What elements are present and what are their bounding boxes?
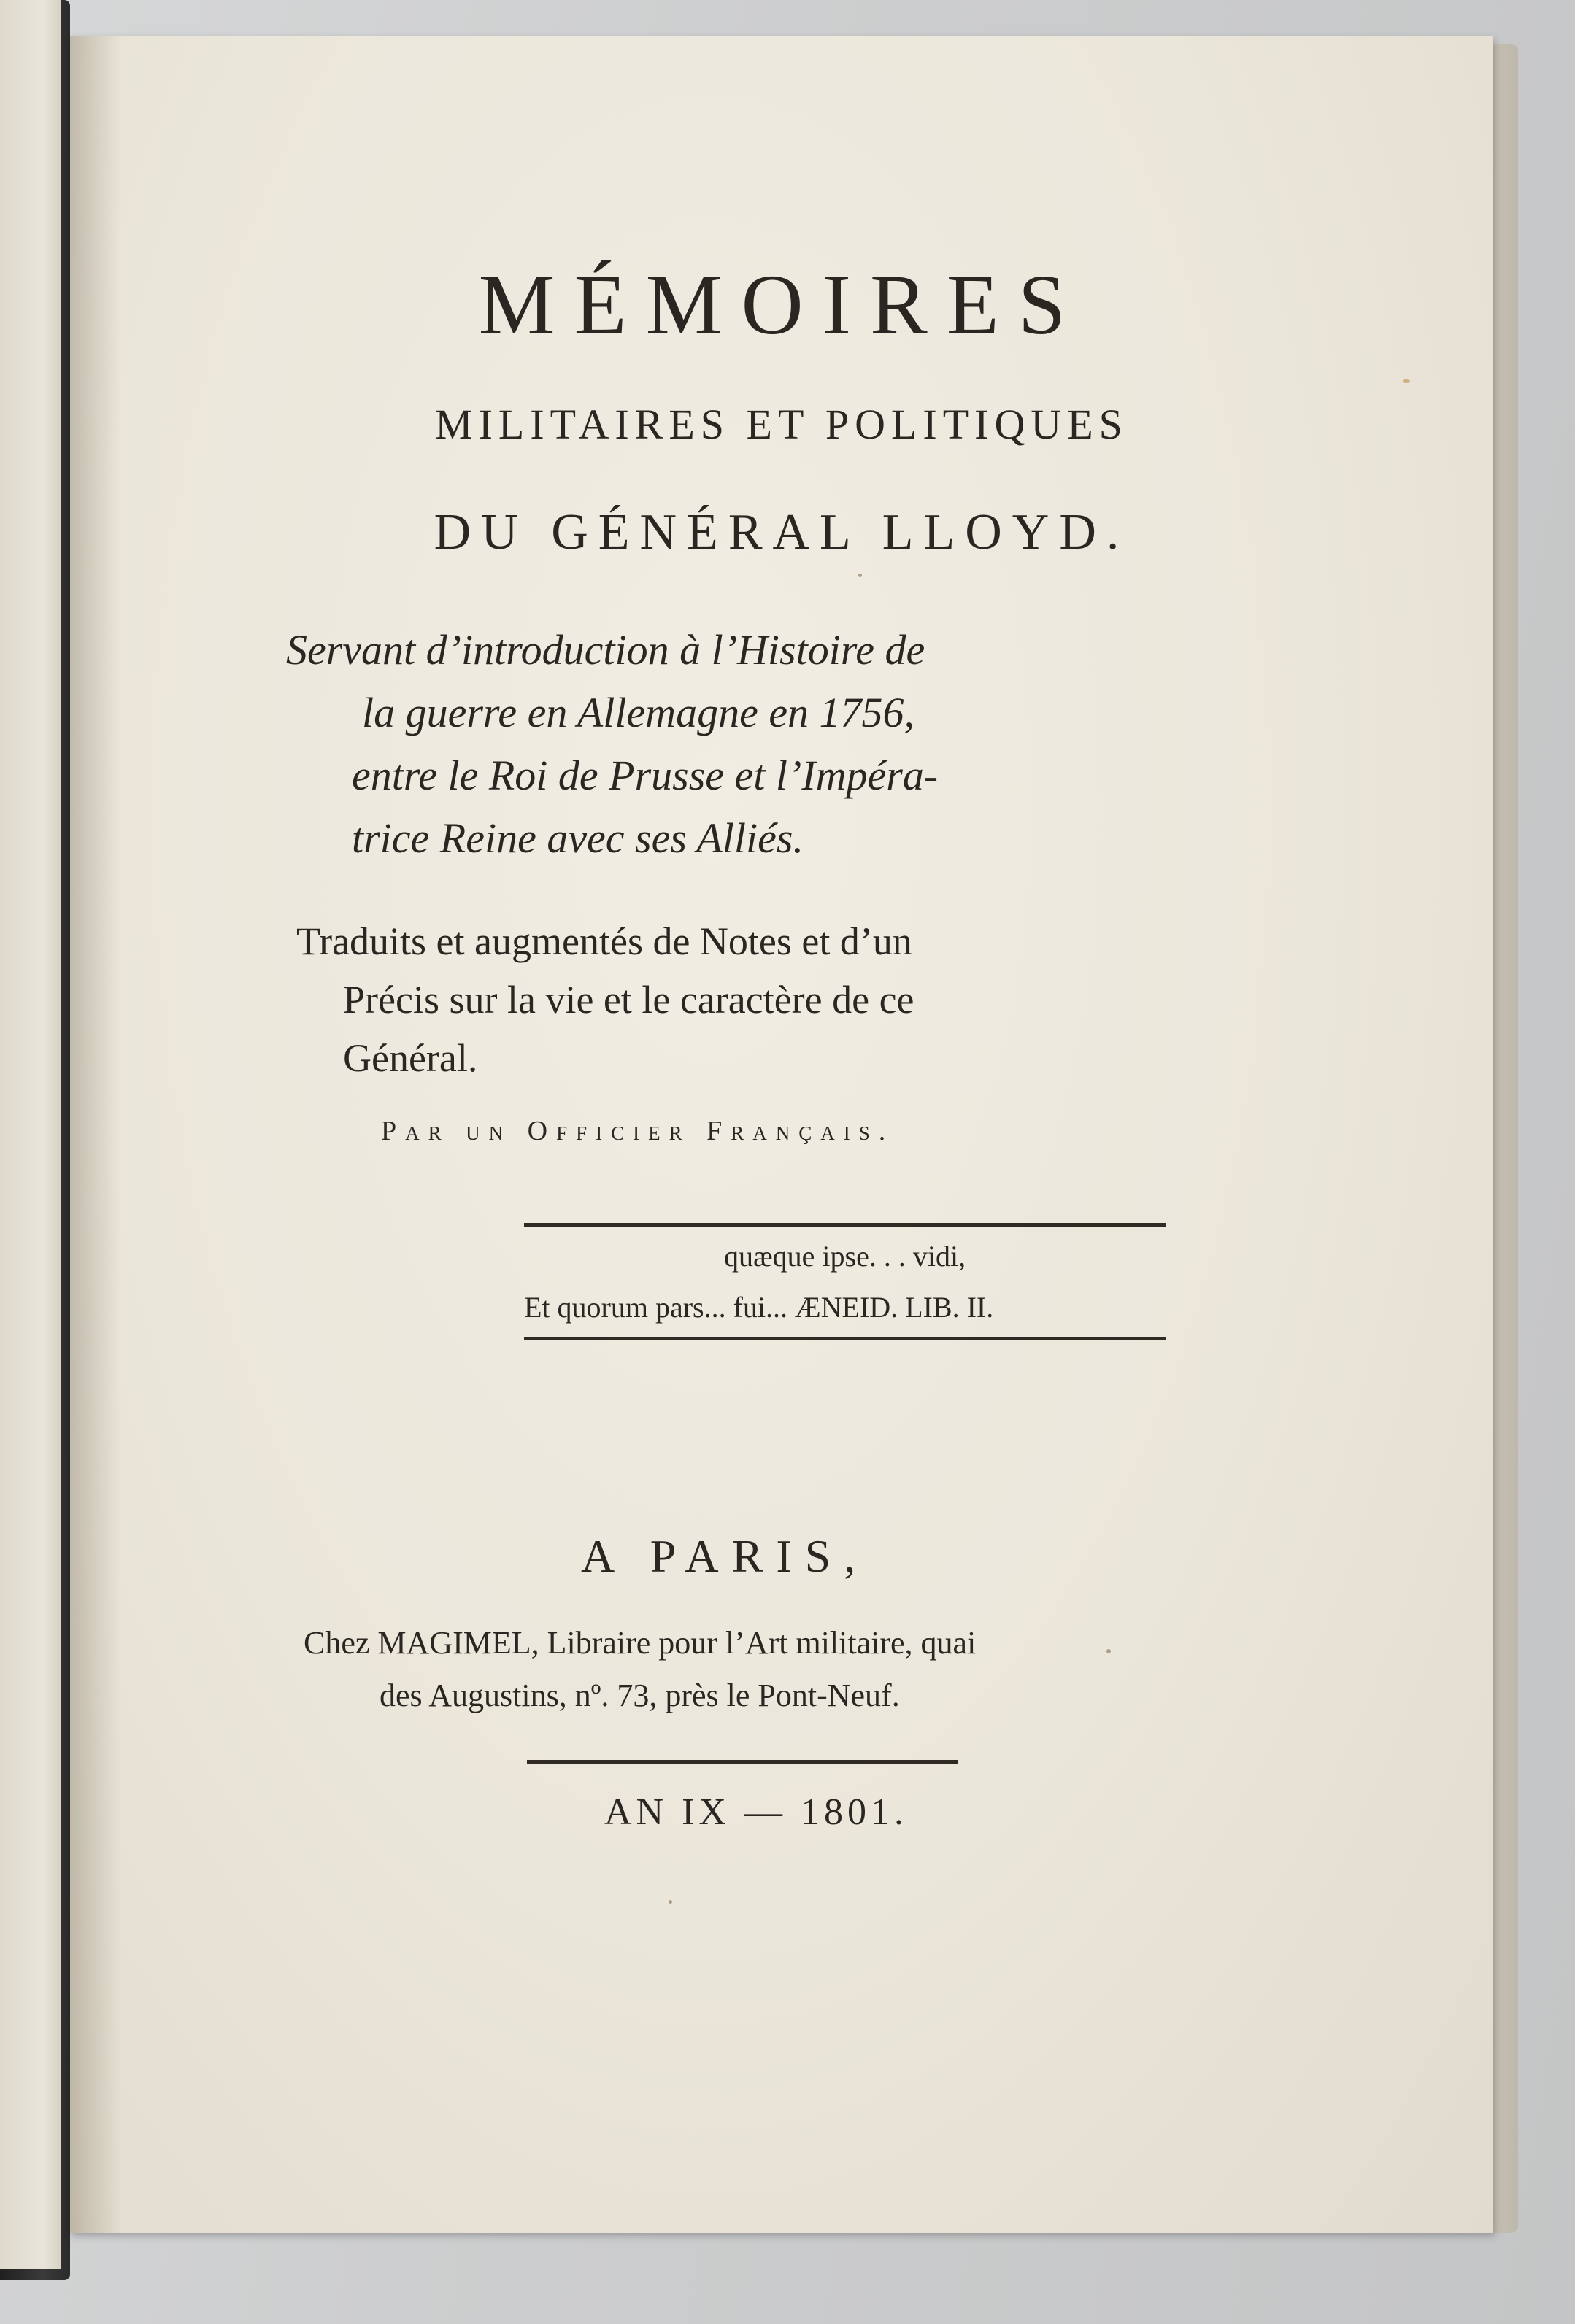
title-page bbox=[70, 36, 1493, 2233]
description-line: la guerre en Allemagne en 1756, bbox=[362, 689, 915, 736]
epigraph-line: Et quorum pars... fui... ÆNEID. LIB. II. bbox=[524, 1291, 994, 1324]
divider-rule bbox=[527, 1760, 958, 1764]
book-cover-edge bbox=[0, 0, 61, 2269]
title: MÉMOIRES bbox=[478, 257, 1085, 352]
translation-line: Général. bbox=[343, 1036, 478, 1080]
imprint-date: AN IX — 1801. bbox=[604, 1791, 908, 1833]
divider-rule bbox=[524, 1223, 1166, 1227]
gutter-shadow bbox=[70, 36, 121, 2233]
description-line: entre le Roi de Prusse et l’Impéra- bbox=[352, 752, 939, 799]
translation-line: Traduits et augmentés de Notes et d’un bbox=[296, 919, 912, 963]
foxing-spot bbox=[1106, 1649, 1111, 1653]
foxing-spot bbox=[669, 1900, 672, 1904]
description-line: Servant d’introduction à l’Histoire de bbox=[286, 626, 925, 673]
subtitle: MILITAIRES ET POLITIQUES bbox=[435, 401, 1128, 448]
description-line: trice Reine avec ses Alliés. bbox=[352, 814, 804, 862]
translator-credit: Par un Officier Français. bbox=[381, 1116, 895, 1146]
publisher-line: Chez MAGIMEL, Libraire pour l’Art militaire, quai bbox=[304, 1625, 977, 1661]
publisher-line: des Augustins, nº. 73, près le Pont-Neuf. bbox=[380, 1678, 900, 1713]
author-line: DU GÉNÉRAL LLOYD. bbox=[434, 504, 1130, 560]
foxing-spot bbox=[1403, 379, 1410, 383]
translation-line: Précis sur la vie et le caractère de ce bbox=[343, 978, 914, 1022]
epigraph-line: quæque ipse. . . vidi, bbox=[724, 1240, 966, 1273]
imprint-place: A PARIS, bbox=[581, 1530, 869, 1582]
divider-rule bbox=[524, 1337, 1166, 1340]
foxing-spot bbox=[858, 574, 862, 577]
